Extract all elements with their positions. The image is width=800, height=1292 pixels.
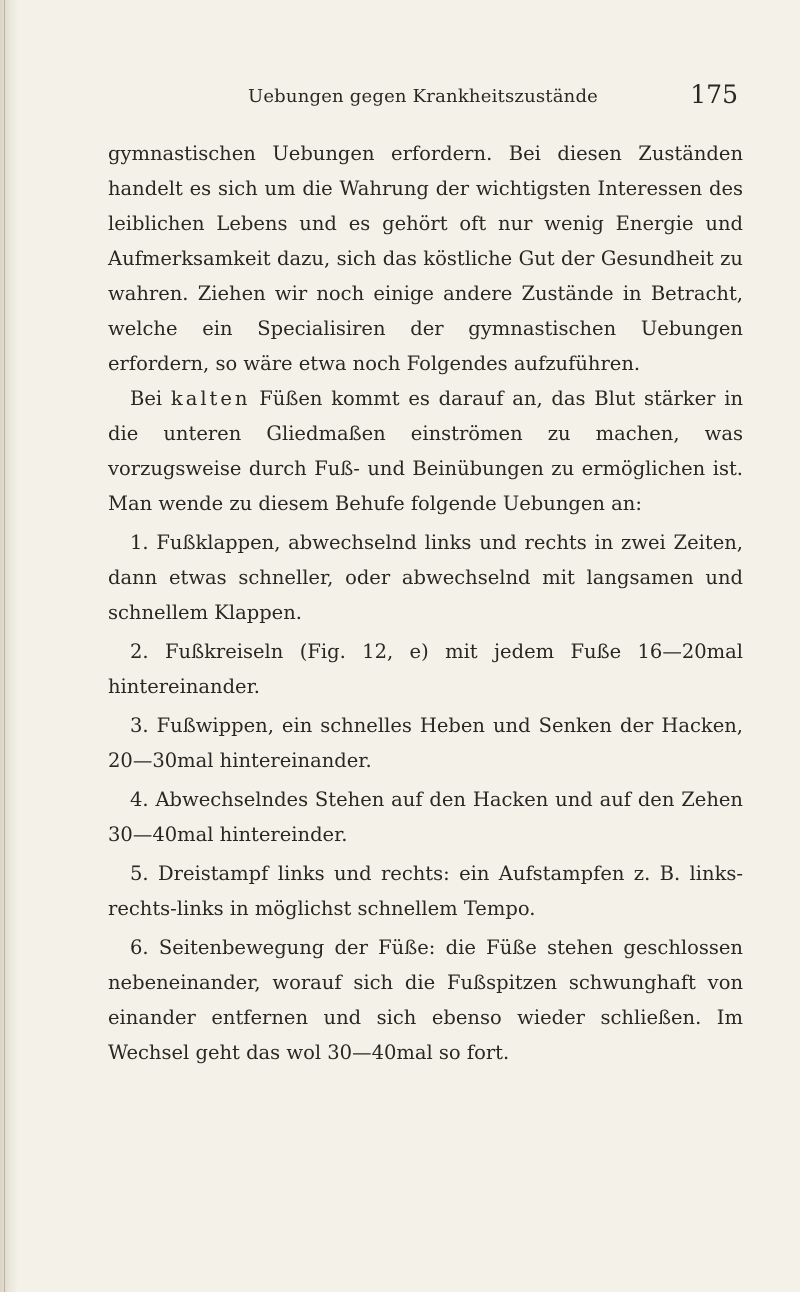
cold-feet-paragraph: [108, 381, 743, 521]
exercise-item-2: 2. Fußkreiseln (Fig. 12, e) mit jedem Fuße 16—20mal hintereinander.: [108, 640, 743, 698]
page-number: 175: [690, 80, 738, 109]
exercise-item-4: 4. Abwechselndes Stehen auf den Hacken und auf den Zehen 30—40mal hintereinder.: [108, 788, 743, 846]
exercise-item-5: 5. Dreistampf links und rechts: ein Aufstampfen z. B. links-rechts-links in möglichst schnellem Tempo.: [108, 862, 743, 920]
body-text: [108, 136, 743, 1070]
running-head: Uebungen gegen Krankheitszustände: [247, 86, 599, 107]
para-lead: Bei: [130, 387, 163, 410]
emphasis-kalten: kalten: [170, 387, 251, 410]
para-rest: Füßen kommt es darauf an, das Blut stärker in die unteren Gliedmaßen einströmen zu machen, was vorzugsweise durch Fuß- und Beinübungen zu ermöglichen ist. Man wende zu diesem Behufe folgende Uebungen an:: [108, 387, 744, 515]
exercise-item-6: 6. Seitenbewegung der Füße: die Füße stehen geschlossen nebeneinander, worauf sich die Fußspitzen schwunghaft von einander entfernen und sich ebenso wieder schließen. Im Wechsel geht das wol 30—40mal so fort.: [108, 936, 743, 1064]
exercise-item-3: 3. Fußwippen, ein schnelles Heben und Senken der Hacken, 20—30mal hintereinander.: [108, 714, 743, 772]
page-edge: [0, 0, 18, 1292]
intro-paragraph: gymnastischen Uebungen erfordern. Bei diesen Zuständen handelt es sich um die Wahrung der wichtigsten Interessen des leiblichen Lebens und es gehört oft nur wenig Energie und Aufmerksamkeit dazu, sich das köstliche Gut der Gesundheit zu wahren. Ziehen wir noch einige andere Zustände in Betracht, welche ein Specialisiren der gymnastischen Uebungen erfordern, so wäre etwa noch Folgendes aufzuführen.: [108, 142, 743, 375]
exercise-item-1: 1. Fußklappen, abwechselnd links und rechts in zwei Zeiten, dann etwas schneller, oder abwechselnd mit langsamen und schnellem Klappen.: [108, 531, 743, 624]
page-header: [108, 80, 738, 116]
